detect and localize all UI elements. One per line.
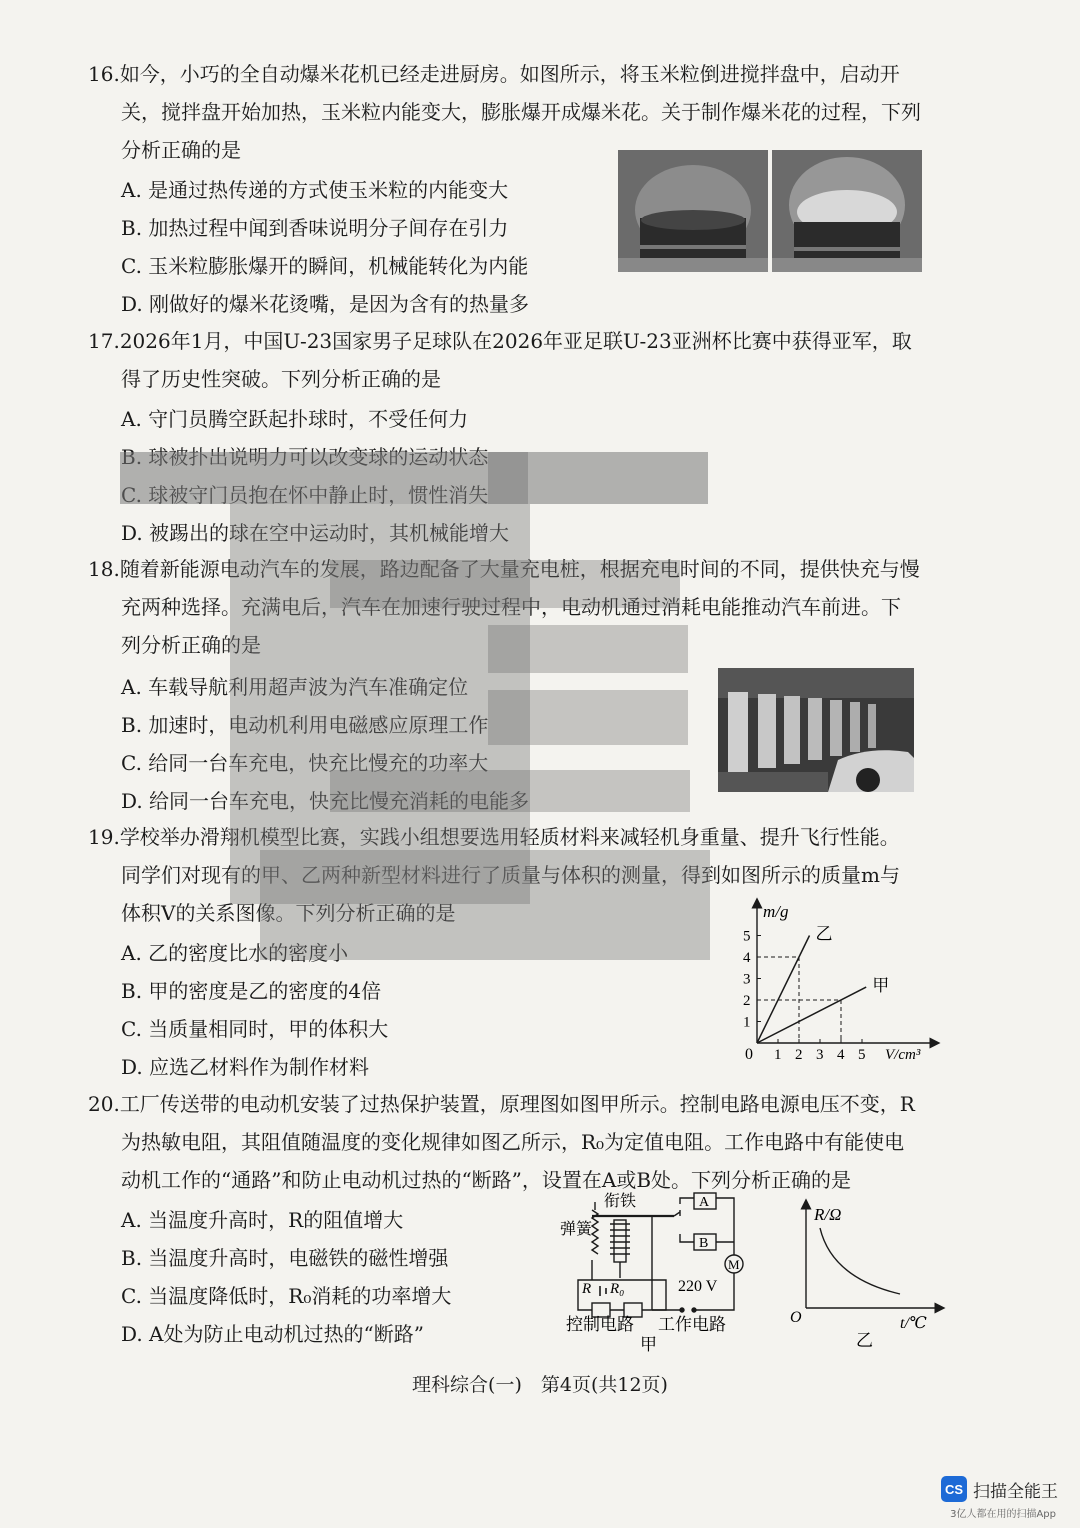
question-20-stem-line-2: 为热敏电阻，其阻值随温度的变化规律如图乙所示，R₀为定值电阻。工作电路中有能使电 <box>121 1130 905 1154</box>
scan-watermark-block <box>488 690 688 745</box>
y-axis-label: m/g <box>763 902 789 921</box>
scanner-badge: CS <box>941 1476 967 1502</box>
origin-label: 0 <box>745 1046 753 1063</box>
work-circuit-label: 工作电路 <box>658 1315 726 1334</box>
question-17-option-a: A. 守门员腾空跃起扑球时，不受任何力 <box>121 407 469 431</box>
y-axis-label: R/Ω <box>814 1205 842 1224</box>
scan-watermark-block <box>330 560 680 608</box>
mass-volume-graph <box>735 895 950 1070</box>
question-16-option-d: D. 刚做好的爆米花烫嘴，是因为含有的热量多 <box>121 292 530 316</box>
question-19-option-d: D. 应选乙材料作为制作材料 <box>121 1055 370 1079</box>
spring-label: 弹簧 <box>560 1221 593 1238</box>
question-18-option-b: B. 加速时，电动机利用电磁感应原理工作 <box>121 713 489 737</box>
charging-station-photo <box>718 668 914 792</box>
question-19-option-b: B. 甲的密度是乙的密度的4倍 <box>121 979 382 1003</box>
popcorn-machine-photo-after <box>772 150 922 272</box>
question-19-stem-line-1: 19.学校举办滑翔机模型比赛，实践小组想要选用轻质材料来减轻机身重量、提升飞行性能。 <box>88 825 900 849</box>
question-17-option-d: D. 被踢出的球在空中运动时，其机械能增大 <box>121 521 510 545</box>
y-tick-label: 1 <box>743 1014 751 1031</box>
r-label: R <box>582 1281 592 1297</box>
question-20-option-c: C. 当温度降低时，R₀消耗的功率增大 <box>121 1284 452 1308</box>
question-18-option-d: D. 给同一台车充电，快充比慢充消耗的电能多 <box>121 789 530 813</box>
question-19-option-c: C. 当质量相同时，甲的体积大 <box>121 1017 389 1041</box>
scan-watermark-block <box>488 452 528 504</box>
question-19-stem-line-3: 体积V的关系图像。下列分析正确的是 <box>121 901 456 925</box>
x-axis-label: V/cm³ <box>885 1047 921 1063</box>
x-tick-label: 1 <box>774 1047 782 1063</box>
figure-a-label: 甲 <box>640 1335 657 1354</box>
x-tick-label: 2 <box>795 1047 803 1063</box>
question-17-stem-line-2: 得了历史性突破。下列分析正确的是 <box>121 367 441 391</box>
origin-label: O <box>790 1309 802 1326</box>
motor-label: M <box>728 1257 740 1272</box>
question-18-option-c: C. 给同一台车充电，快充比慢充的功率大 <box>121 751 489 775</box>
x-tick-label: 3 <box>816 1047 824 1063</box>
y-tick-label: 4 <box>743 950 751 966</box>
scanner-logo <box>941 1476 1058 1502</box>
x-tick-label: 5 <box>858 1047 866 1063</box>
question-18-stem-line-1: 18.随着新能源电动汽车的发展，路边配备了大量充电桩，根据充电时间的不同，提供快充与慢 <box>88 557 920 581</box>
figure-b-label: 乙 <box>856 1331 873 1350</box>
question-16-stem-line-2: 关，搅拌盘开始加热，玉米粒内能变大，膨胀爆开成爆米花。关于制作爆米花的过程，下列 <box>121 100 921 124</box>
scan-watermark-block <box>330 770 690 812</box>
series-line-jia <box>757 987 866 1043</box>
relay-circuit-diagram <box>552 1190 752 1355</box>
question-18-stem-line-3: 列分析正确的是 <box>121 633 261 657</box>
question-16-option-a: A. 是通过热传递的方式使玉米粒的内能变大 <box>121 178 509 202</box>
scanner-tagline: 3亿人都在用的扫描App <box>950 1509 1056 1520</box>
x-axis-label: t/℃ <box>900 1315 927 1332</box>
electromagnet-core <box>614 1220 626 1262</box>
y-tick-label: 3 <box>743 971 751 988</box>
question-16-stem-line-3: 分析正确的是 <box>121 138 241 162</box>
battery <box>600 1286 606 1296</box>
x-tick-label: 4 <box>837 1047 845 1063</box>
series-line-yi <box>757 936 810 1044</box>
question-18-option-a: A. 车载导航利用超声波为汽车准确定位 <box>121 675 469 699</box>
page-footer: 理科综合(一) 第4页(共12页) <box>412 1374 668 1396</box>
question-20-option-a: A. 当温度升高时，R的阻值增大 <box>121 1208 404 1232</box>
scanner-name: 扫描全能王 <box>973 1481 1058 1502</box>
question-20-stem-line-3: 动机工作的“通路”和防止电动机过热的“断路”，设置在A或B处。下列分析正确的是 <box>121 1168 852 1192</box>
voltage-label: 220 V <box>678 1278 718 1295</box>
question-20-option-d: D. A处为防止电动机过热的“断路” <box>121 1322 424 1346</box>
question-17 <box>88 322 948 398</box>
series-label-jia: 甲 <box>872 976 890 996</box>
question-18-stem-line-2: 充两种选择。充满电后，汽车在加速行驶过程中，电动机通过消耗电能推动汽车前进。下 <box>121 595 901 619</box>
resistance-temperature-graph <box>780 1198 950 1353</box>
electromagnet-coil <box>610 1224 630 1254</box>
resistance-curve <box>820 1228 900 1294</box>
question-16-stem-line-1: 16.如今，小巧的全自动爆米花机已经走进厨房。如图所示，将玉米粒倒进搅拌盘中，启动开 <box>88 62 900 86</box>
y-tick-label: 2 <box>743 993 751 1009</box>
contact-a-label: A <box>699 1195 710 1210</box>
control-circuit-label: 控制电路 <box>566 1315 634 1334</box>
scan-watermark-block <box>120 452 708 504</box>
series-label-yi: 乙 <box>815 924 833 944</box>
r0-label: R₀ <box>610 1281 625 1297</box>
question-17-stem-line-1: 17.2026年1月，中国U-23国家男子足球队在2026年亚足联U-23亚洲杯比赛中获得亚军，取 <box>88 329 912 353</box>
armature-label: 衔铁 <box>604 1193 637 1210</box>
question-19-stem-line-2: 同学们对现有的甲、乙两种新型材料进行了质量与体积的测量，得到如图所示的质量m与 <box>121 863 900 887</box>
question-19-option-a: A. 乙的密度比水的密度小 <box>121 941 349 965</box>
scan-watermark-block <box>260 850 710 960</box>
question-16-option-b: B. 加热过程中闻到香味说明分子间存在引力 <box>121 216 509 240</box>
question-20-stem-line-1: 20.工厂传送带的电动机安装了过热保护装置，原理图如图甲所示。控制电路电源电压不变，R <box>88 1092 915 1116</box>
question-20 <box>88 1085 948 1199</box>
scan-watermark-block <box>488 625 688 673</box>
question-16-option-c: C. 玉米粒膨胀爆开的瞬间，机械能转化为内能 <box>121 254 529 278</box>
contact-b-label: B <box>699 1236 709 1251</box>
popcorn-machine-photo-before <box>618 150 768 272</box>
y-tick-label: 5 <box>743 928 751 945</box>
question-20-option-b: B. 当温度升高时，电磁铁的磁性增强 <box>121 1246 449 1270</box>
